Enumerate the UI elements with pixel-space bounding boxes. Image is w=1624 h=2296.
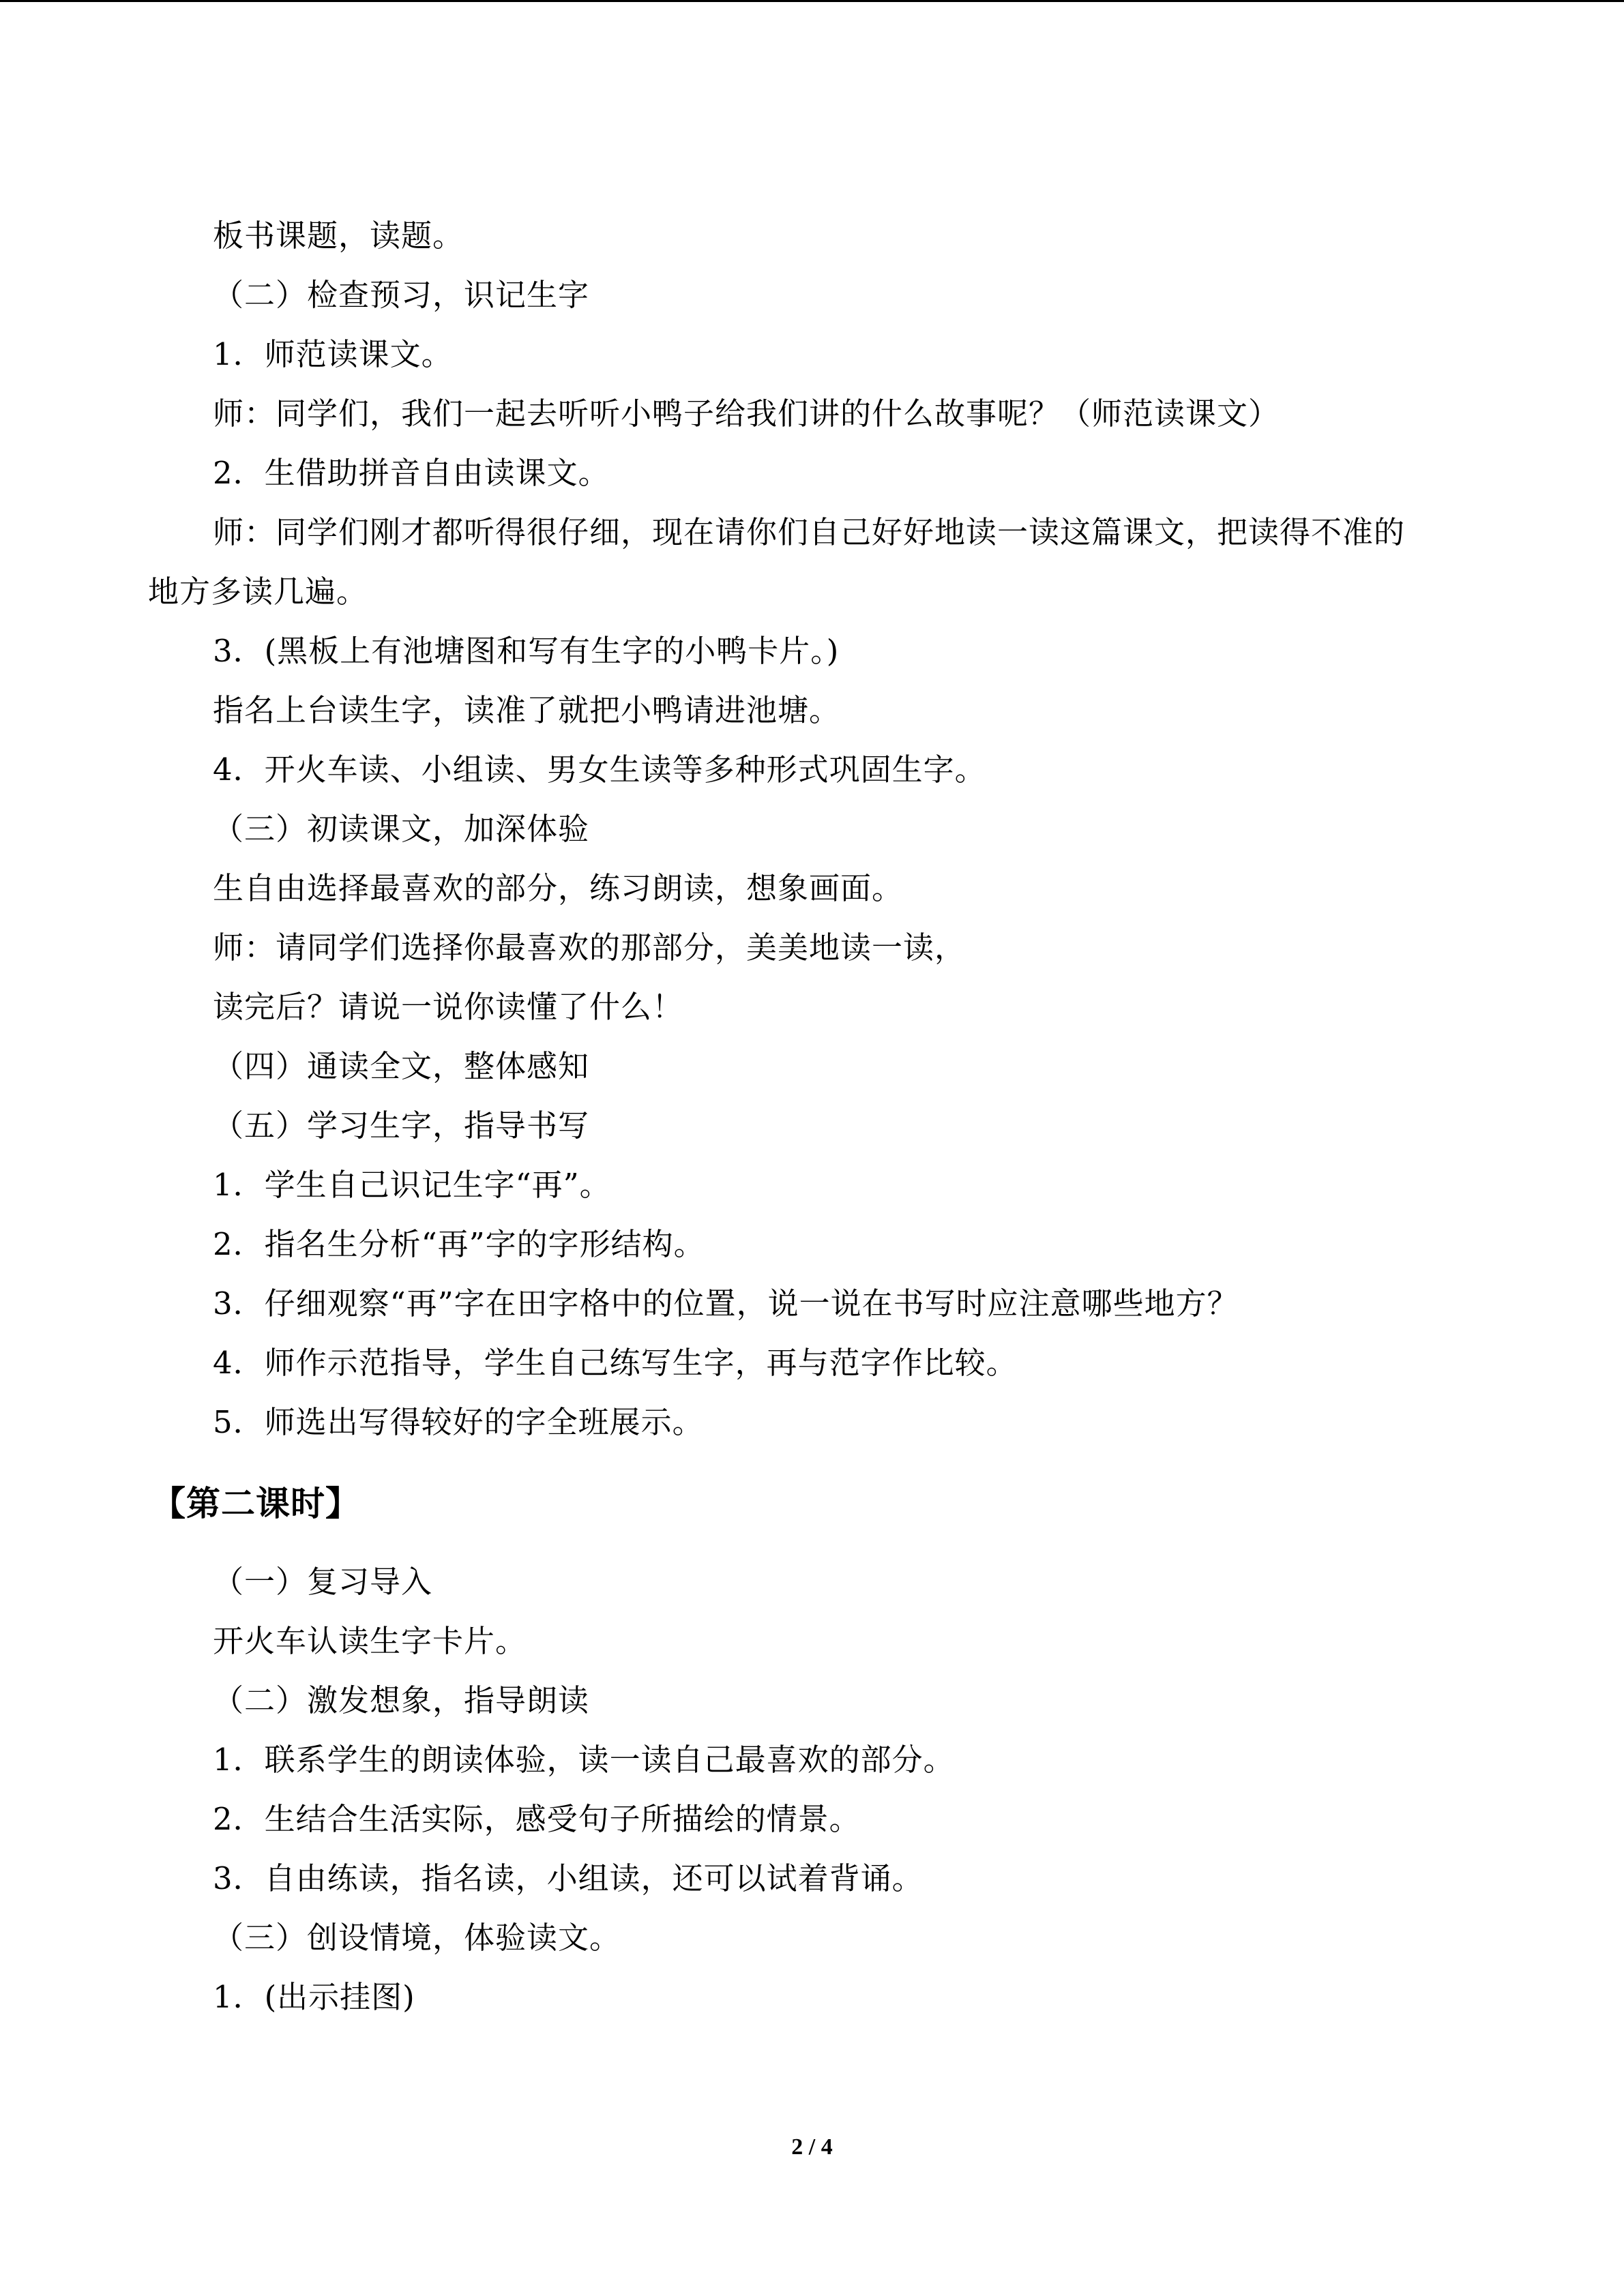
paragraph: 4．师作示范指导，学生自己练写生字，再与范字作比较。 (213, 1345, 1018, 1381)
paragraph: 1．(出示挂图) (213, 1979, 415, 2015)
paragraph: 3．自由练读，指名读，小组读，还可以试着背诵。 (213, 1860, 924, 1896)
paragraph: 3．仔细观察“再”字在田字格中的位置，说一说在书写时应注意哪些地方？ (213, 1285, 1239, 1322)
top-border (0, 0, 1624, 2)
paragraph: 读完后？请说一说你读懂了什么！ (213, 989, 684, 1025)
paragraph: 生自由选择最喜欢的部分，练习朗读，想象画面。 (213, 870, 904, 906)
paragraph: 5．师选出写得较好的字全班展示。 (213, 1404, 704, 1440)
paragraph: 2．指名生分析“再”字的字形结构。 (213, 1226, 705, 1262)
paragraph: 师：同学们，我们一起去听听小鸭子给我们讲的什么故事呢？（师范读课文） (213, 396, 1280, 432)
paragraph: 师：同学们刚才都听得很仔细，现在请你们自己好好地读一读这篇课文，把读得不准的 (213, 514, 1406, 550)
paragraph: 2．生结合生活实际，感受句子所描绘的情景。 (213, 1801, 861, 1837)
paragraph-continuation: 地方多读几遍。 (148, 573, 368, 610)
paragraph: 开火车认读生字卡片。 (213, 1623, 527, 1659)
subheading: （二）激发想象，指导朗读 (213, 1682, 590, 1718)
paragraph: 3．(黑板上有池塘图和写有生字的小鸭卡片。) (213, 633, 840, 669)
paragraph: 1．联系学生的朗读体验，读一读自己最喜欢的部分。 (213, 1742, 955, 1778)
paragraph: 1．师范读课文。 (213, 336, 453, 372)
paragraph: 指名上台读生字，读准了就把小鸭请进池塘。 (213, 692, 841, 728)
subheading: （二）检查预习，识记生字 (213, 277, 590, 313)
paragraph: 1．学生自己识记生字“再”。 (213, 1167, 611, 1203)
subheading: （三）创设情境，体验读文。 (213, 1920, 621, 1956)
subheading: （三）初读课文，加深体验 (213, 811, 590, 847)
subheading: （五）学习生字，指导书写 (213, 1107, 590, 1144)
paragraph: 4．开火车读、小组读、男女生读等多种形式巩固生字。 (213, 751, 986, 788)
page-number: 2 / 4 (791, 2134, 833, 2160)
section-heading: 【第二课时】 (151, 1484, 360, 1523)
paragraph: 板书课题，读题。 (213, 218, 464, 254)
paragraph: 2．生借助拼音自由读课文。 (213, 455, 610, 491)
subheading: （一）复习导入 (213, 1564, 433, 1600)
paragraph: 师：请同学们选择你最喜欢的那部分，美美地读一读， (213, 929, 966, 966)
subheading: （四）通读全文，整体感知 (213, 1048, 590, 1084)
